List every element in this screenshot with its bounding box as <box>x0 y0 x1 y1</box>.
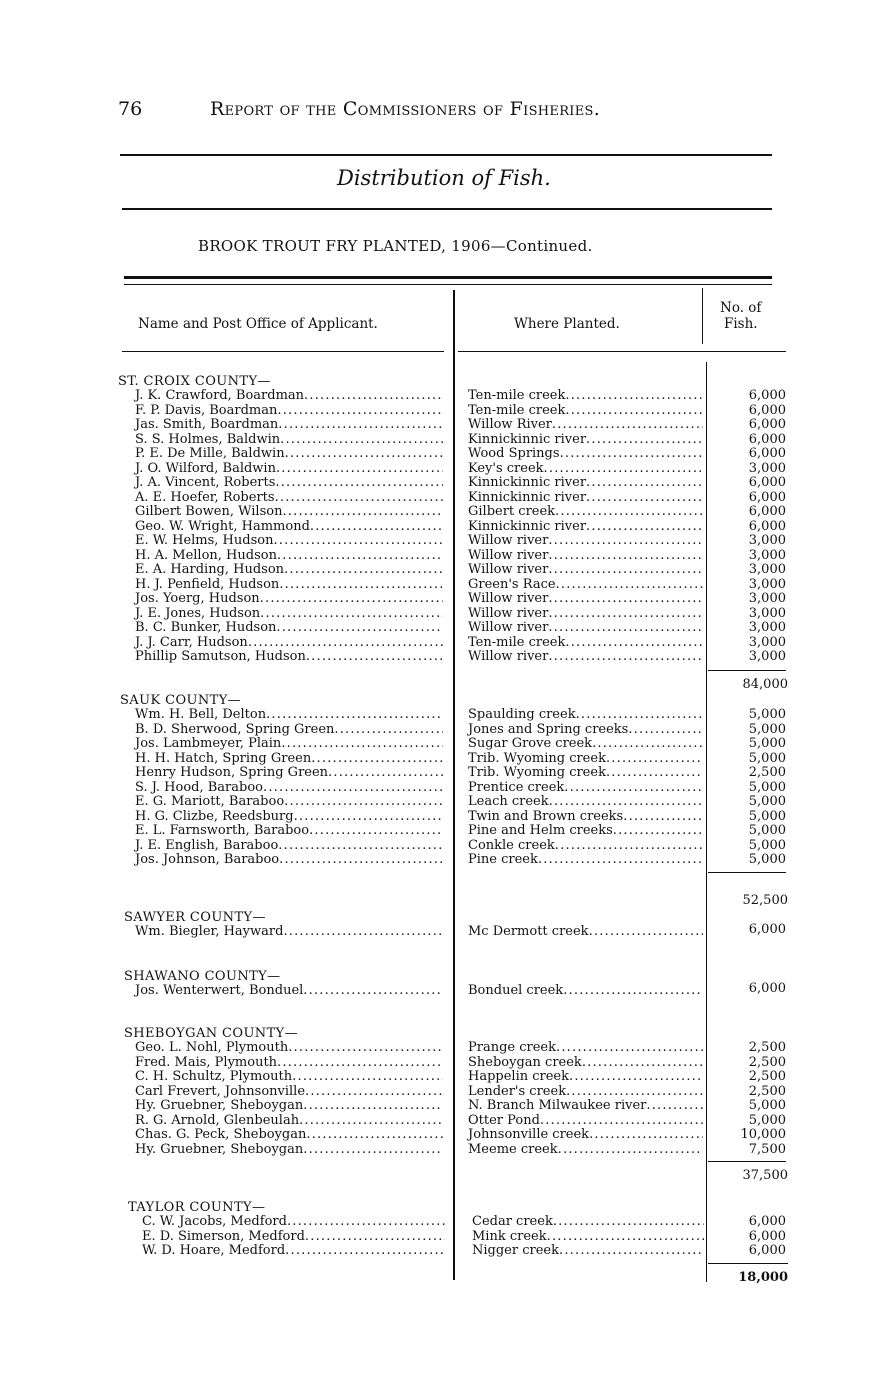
where-planted: Ten-mile creek <box>468 388 566 403</box>
where-planted: Green's Race <box>468 576 556 592</box>
subtotal-rule <box>708 1263 788 1264</box>
applicant: H. A. Mellon, Hudson <box>135 547 277 563</box>
fish-count: 3,000 <box>748 576 786 592</box>
table-row <box>135 708 443 723</box>
applicant: Jos. Johnson, Baraboo <box>135 852 280 867</box>
applicant: E. L. Farnsworth, Baraboo <box>135 823 310 838</box>
applicant: B. D. Sherwood, Spring Green <box>135 721 335 737</box>
county-heading: SHAWANO COUNTY— <box>124 969 281 984</box>
applicant: Chas. G. Peck, Sheboygan <box>135 1127 307 1142</box>
where-planted: Willow river <box>468 562 549 577</box>
where-planted: Spaulding creek <box>468 707 576 722</box>
applicant: Jos. Yoerg, Hudson <box>135 591 260 606</box>
table-row <box>135 621 443 636</box>
subtotal-rule <box>708 872 786 873</box>
applicant: Wm. H. Bell, Delton <box>135 707 267 722</box>
top-rule <box>120 154 772 156</box>
applicant: H. G. Clizbe, Reedsburg <box>135 808 294 824</box>
fish-count: 5,000 <box>748 750 786 766</box>
where-planted: Kinnickinnic river <box>468 431 587 447</box>
table-row <box>135 853 443 868</box>
where-planted: Kinnickinnic river <box>468 475 587 490</box>
where-planted: Happelin creek <box>468 1069 570 1084</box>
applicant: J. K. Crawford, Boardman <box>135 388 305 403</box>
fish-count: 10,000 <box>740 1127 786 1142</box>
table-row <box>135 925 443 940</box>
applicant: J. E. Jones, Hudson <box>135 605 261 621</box>
where-planted: Otter Pond <box>468 1112 540 1128</box>
fish-count: 6,000 <box>748 1228 786 1244</box>
table-row <box>135 462 443 477</box>
applicant: S. J. Hood, Baraboo <box>135 779 263 795</box>
applicant: Phillip Samutson, Hudson <box>135 649 306 664</box>
table-row <box>135 534 443 549</box>
fish-count: 6,000 <box>748 388 786 403</box>
applicant: Geo. L. Nohl, Plymouth <box>135 1040 289 1055</box>
applicant: J. O. Wilford, Baldwin <box>135 460 276 476</box>
applicant: E. W. Helms, Hudson <box>135 533 274 548</box>
table-row <box>135 520 443 535</box>
where-planted: Trib. Wyoming creek <box>468 750 606 766</box>
table-row <box>135 1143 443 1158</box>
subtotal-rule <box>708 670 786 671</box>
where-planted: Pine creek <box>468 852 538 867</box>
fish-count: 6,000 <box>748 981 786 996</box>
applicant: C. H. Schultz, Plymouth <box>135 1069 293 1084</box>
where-planted: Johnsonville creek <box>468 1127 590 1142</box>
table-row <box>135 1070 443 1085</box>
fish-count: 3,000 <box>748 634 786 650</box>
col-header-applicant: Name and Post Office of Applicant. <box>138 316 378 332</box>
fish-count: 5,000 <box>748 823 786 838</box>
fish-count: 3,000 <box>748 460 786 476</box>
where-planted: Prange creek <box>468 1040 556 1055</box>
county-heading: SAWYER COUNTY— <box>124 910 266 925</box>
fish-count: 2,500 <box>748 1083 786 1099</box>
fish-count: 6,000 <box>748 475 786 490</box>
where-planted: Trib. Wyoming creek <box>468 765 606 780</box>
applicant: J. A. Vincent, Roberts <box>135 475 276 490</box>
table-row <box>142 1230 445 1245</box>
fish-count: 3,000 <box>748 533 786 548</box>
table-row <box>142 1215 445 1230</box>
table-row <box>135 433 443 448</box>
where-planted: Kinnickinnic river <box>468 489 587 505</box>
where-planted: Jones and Spring creeks <box>468 721 629 737</box>
page-number: 76 <box>118 98 143 120</box>
fish-count: 2,500 <box>748 1040 786 1055</box>
fish-count: 3,000 <box>748 547 786 563</box>
column-divider-main <box>453 290 455 1280</box>
fish-count: 5,000 <box>748 808 786 824</box>
fish-count: 6,000 <box>748 402 786 418</box>
county-total: 37,500 <box>742 1168 788 1183</box>
fish-count: 3,000 <box>748 605 786 621</box>
where-planted: Willow river <box>468 649 549 664</box>
where-planted: Key's creek <box>468 460 544 476</box>
where-planted: Meeme creek <box>468 1141 558 1157</box>
applicant: J. J. Carr, Hudson <box>135 634 248 650</box>
table-row <box>135 1041 443 1056</box>
fish-count: 5,000 <box>748 852 786 867</box>
table-row <box>135 766 443 781</box>
applicant: Hy. Gruebner, Sheboygan <box>135 1141 304 1157</box>
applicant: Jos. Lambmeyer, Plain <box>135 736 282 751</box>
where-planted: Twin and Brown creeks <box>468 808 624 824</box>
where-planted: Nigger creek <box>472 1243 559 1258</box>
fish-count: 6,000 <box>748 417 786 432</box>
applicant: J. E. English, Baraboo <box>135 837 279 853</box>
subtotal-rule <box>708 1161 786 1162</box>
where-planted: Ten-mile creek <box>468 402 566 418</box>
county-total: 18,000 <box>738 1270 788 1285</box>
fish-count: 2,500 <box>748 1069 786 1084</box>
fish-count: 3,000 <box>748 591 786 606</box>
fish-count: 5,000 <box>748 837 786 853</box>
applicant: Fred. Mais, Plymouth <box>135 1054 278 1070</box>
applicant: A. E. Hoefer, Roberts <box>135 489 275 505</box>
fish-count: 7,500 <box>748 1141 786 1157</box>
fish-count: 5,000 <box>748 721 786 737</box>
fish-count: 6,000 <box>748 518 786 534</box>
where-planted: Willow River <box>468 417 552 432</box>
where-planted: Willow river <box>468 533 549 548</box>
applicant: Jos. Wenterwert, Bonduel <box>135 983 304 998</box>
fish-count: 3,000 <box>748 649 786 664</box>
fish-count: 2,500 <box>748 1054 786 1070</box>
header-rule-left <box>122 351 444 352</box>
fish-count: 5,000 <box>748 707 786 722</box>
fish-count: 6,000 <box>748 922 786 937</box>
table-top-rule-thin <box>124 284 772 285</box>
applicant: R. G. Arnold, Glenbeulah <box>135 1112 300 1128</box>
table-row <box>135 607 443 622</box>
table-row <box>135 636 443 651</box>
table-row <box>135 984 443 999</box>
applicant: Hy. Gruebner, Sheboygan <box>135 1098 304 1113</box>
section-title: Distribution of Fish. <box>337 166 551 190</box>
applicant: H. J. Penfield, Hudson <box>135 576 280 592</box>
applicant: Jas. Smith, Boardman <box>135 417 279 432</box>
col-header-fish-1: No. of <box>720 300 762 316</box>
table-row <box>135 723 443 738</box>
table-row <box>135 563 443 578</box>
county-heading: ST. CROIX COUNTY— <box>118 374 271 389</box>
applicant: E. D. Simerson, Medford <box>142 1228 305 1244</box>
running-title: Report of the Commissioners of Fisheries. <box>210 98 601 120</box>
fish-count: 2,500 <box>748 765 786 780</box>
table-row <box>135 839 443 854</box>
where-planted: Mink creek <box>472 1228 547 1244</box>
table-row <box>135 505 443 520</box>
table-row <box>135 795 443 810</box>
col-header-where: Where Planted. <box>514 316 620 332</box>
fish-count: 5,000 <box>748 1112 786 1128</box>
fish-count: 3,000 <box>748 562 786 577</box>
where-planted: Wood Springs <box>468 446 560 461</box>
table-row <box>135 752 443 767</box>
table-row <box>135 781 443 796</box>
applicant: Gilbert Bowen, Wilson <box>135 504 283 519</box>
where-planted: Prentice creek <box>468 779 565 795</box>
where-planted: Lender's creek <box>468 1083 567 1099</box>
table-row <box>135 1085 443 1100</box>
table-row <box>135 389 443 404</box>
fish-count: 6,000 <box>748 431 786 447</box>
fish-count: 6,000 <box>748 489 786 505</box>
where-planted: Cedar creek <box>472 1214 553 1229</box>
header-rule-right <box>458 351 786 352</box>
where-planted: Sheboygan creek <box>468 1054 582 1070</box>
subtitle-rule <box>122 208 772 210</box>
applicant: E. G. Mariott, Baraboo <box>135 794 285 809</box>
fish-count: 6,000 <box>748 446 786 461</box>
applicant: Wm. Biegler, Hayward <box>135 924 284 939</box>
applicant: H. H. Hatch, Spring Green <box>135 750 312 766</box>
fish-count: 6,000 <box>748 1243 786 1258</box>
where-planted: Pine and Helm creeks <box>468 823 613 838</box>
table-row <box>135 1056 443 1071</box>
table-row <box>135 549 443 564</box>
applicant: Henry Hudson, Spring Green <box>135 765 329 780</box>
table-row <box>135 476 443 491</box>
column-divider-fish <box>706 362 707 1282</box>
table-row <box>135 418 443 433</box>
fish-count: 5,000 <box>748 779 786 795</box>
where-planted: Bonduel creek <box>468 983 564 998</box>
table-caption: BROOK TROUT FRY PLANTED, 1906—Continued. <box>198 237 593 255</box>
table-row <box>142 1244 445 1259</box>
applicant: W. D. Hoare, Medford <box>142 1243 286 1258</box>
county-heading: TAYLOR COUNTY— <box>128 1200 266 1215</box>
applicant: P. E. De Mille, Baldwin <box>135 446 285 461</box>
applicant: C. W. Jacobs, Medford <box>142 1214 287 1229</box>
where-planted: Ten-mile creek <box>468 634 566 650</box>
table-row <box>135 1099 443 1114</box>
fish-count: 6,000 <box>748 1214 786 1229</box>
applicant: S. S. Holmes, Baldwin <box>135 431 281 447</box>
where-planted: N. Branch Milwaukee river <box>468 1098 647 1113</box>
table-row <box>135 824 443 839</box>
where-planted: Conkle creek <box>468 837 555 853</box>
where-planted: Mc Dermott creek <box>468 924 589 939</box>
table-row <box>135 1114 443 1129</box>
applicant: E. A. Harding, Hudson <box>135 562 285 577</box>
table-row <box>135 592 443 607</box>
where-planted: Willow river <box>468 605 549 621</box>
table-row <box>135 491 443 506</box>
fish-count: 5,000 <box>748 1098 786 1113</box>
where-planted: Willow river <box>468 620 549 635</box>
col-header-fish-2: Fish. <box>724 316 758 332</box>
fish-count: 5,000 <box>748 794 786 809</box>
where-planted: Kinnickinnic river <box>468 518 587 534</box>
county-total: 84,000 <box>742 677 788 692</box>
applicant: Geo. W. Wright, Hammond <box>135 518 310 534</box>
table-row <box>135 404 443 419</box>
table-row <box>135 737 443 752</box>
applicant: B. C. Bunker, Hudson <box>135 620 277 635</box>
fish-count: 6,000 <box>748 504 786 519</box>
county-heading: SHEBOYGAN COUNTY— <box>124 1026 299 1041</box>
where-planted: Gilbert creek <box>468 504 556 519</box>
fish-count: 5,000 <box>748 736 786 751</box>
column-divider-fish-header <box>702 288 703 344</box>
applicant: Carl Frevert, Johnsonville <box>135 1083 306 1099</box>
table-row <box>135 650 443 665</box>
table-row <box>135 810 443 825</box>
where-planted: Sugar Grove creek <box>468 736 593 751</box>
where-planted: Willow river <box>468 591 549 606</box>
table-top-rule-thick <box>124 276 772 279</box>
fish-count: 3,000 <box>748 620 786 635</box>
county-heading: SAUK COUNTY— <box>120 693 242 708</box>
table-row <box>135 1128 443 1143</box>
county-total: 52,500 <box>742 893 788 908</box>
applicant: F. P. Davis, Boardman <box>135 402 278 418</box>
where-planted: Willow river <box>468 547 549 563</box>
table-row <box>135 447 443 462</box>
table-row <box>135 578 443 593</box>
where-planted: Leach creek <box>468 794 549 809</box>
